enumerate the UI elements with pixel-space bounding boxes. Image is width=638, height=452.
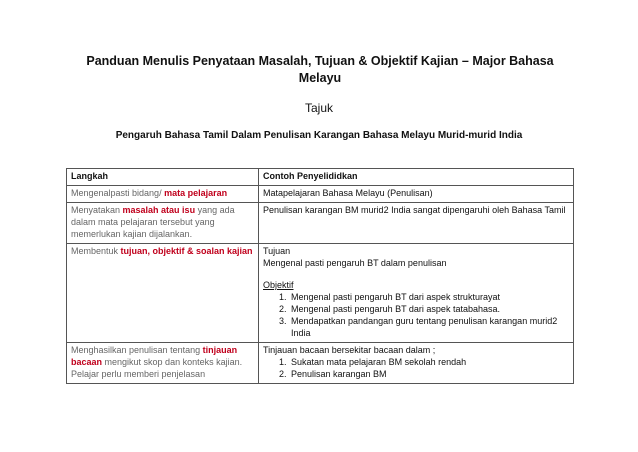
step-cell [67,186,259,203]
header-langkah: Langkah [67,169,259,186]
step-text: mengikut skop dan konteks kajian. Pelajar perlu memberi penjelasan [71,357,243,379]
step-text: Menyatakan [71,205,123,215]
table-row [67,244,574,343]
step-highlight: tinjauan bacaan [71,345,238,367]
step-text: yang ada dalam mata pelajaran tersebut yang memerlukan kajian dijalankan. [71,205,235,239]
example-cell: Penulisan karangan BM murid2 India sangat dipengaruhi oleh Bahasa Tamil [259,203,574,244]
tujuan-label: Tujuan [263,246,291,256]
example-cell [259,244,574,343]
header-contoh: Contoh Penyelididkan [259,169,574,186]
list-item: 3. Mendapatkan pandangan guru tentang penulisan karangan murid2 India [289,315,569,339]
tinjauan-list [263,356,569,380]
page-title [60,53,580,87]
topic-title: Pengaruh Bahasa Tamil Dalam Penulisan Karangan Bahasa Melayu Murid-murid India [115,130,523,141]
example-cell [259,343,574,384]
tujuan-text: Mengenal pasti pengaruh BT dalam penulisan [263,258,447,268]
table-row [67,343,574,384]
list-item: 1. Mengenal pasti pengaruh BT dari aspek strukturayat [289,291,569,303]
step-highlight: masalah atau isu [122,205,196,215]
tinjauan-text: Tinjauan bacaan bersekitar bacaan dalam ; [263,345,436,355]
step-cell [67,203,259,244]
list-item: 2. Penulisan karangan BM [289,368,569,380]
step-text: Menghasilkan penulisan tentang [71,345,203,355]
objektif-list [263,291,569,339]
table-header-row [67,169,574,186]
list-item: 2. Mengenal pasti pengaruh BT dari aspek tatabahasa. [289,303,569,315]
subtitle: Tajuk [304,101,333,115]
step-text: Membentuk [71,246,121,256]
step-cell [67,343,259,384]
list-item: 1. Sukatan mata pelajaran BM sekolah rendah [289,356,569,368]
title-line-2: Melayu [298,71,342,85]
step-highlight: tujuan, objektif & soalan kajian [120,246,253,256]
step-highlight: mata pelajaran [164,188,228,198]
title-line-1: Panduan Menulis Penyataan Masalah, Tujuan & Objektif Kajian – Major Bahasa [86,54,554,68]
step-cell [67,244,259,343]
objektif-label: Objektif [263,280,294,290]
step-text: Mengenalpasti bidang/ [71,188,165,198]
guide-table [66,168,574,384]
example-cell: Matapelajaran Bahasa Melayu (Penulisan) [259,186,574,203]
table-row [67,186,574,203]
table-row [67,203,574,244]
